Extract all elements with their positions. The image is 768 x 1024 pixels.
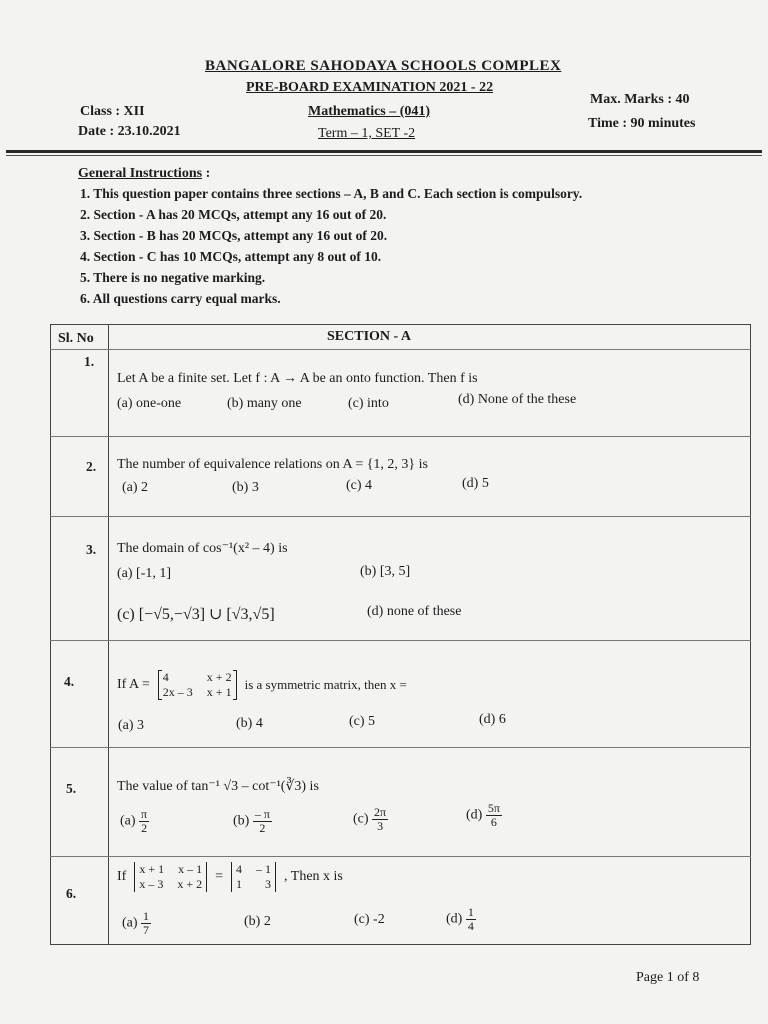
instruction-item: 3. Section - B has 20 MCQs, attempt any 16 out of 20. [80, 228, 388, 243]
instruction-item: 6. All questions carry equal marks. [80, 291, 281, 306]
option-c: (c) $\frac{2\pi}{3}$ [353, 805, 387, 833]
question-number: 2. [86, 459, 97, 474]
option-c: (c) [−√5,−√3] ∪ [√3,√5] [117, 606, 275, 623]
option-d: (d) 5 [462, 476, 489, 491]
option-c: (c) into [348, 396, 389, 411]
matrix-cell: x + 2 [206, 670, 232, 684]
question-text-suffix: , Then x is [284, 869, 343, 884]
option-a: (a) 2 [122, 480, 149, 495]
exam-title: PRE-BOARD EXAMINATION 2021 - 22 [246, 80, 494, 95]
question-text-suffix: is a symmetric matrix, then x = [244, 677, 407, 692]
option-d: (d) 6 [479, 712, 506, 727]
option-a: (a) $\frac{1}{7}$ [122, 909, 150, 937]
question-number: 6. [66, 886, 77, 901]
table-row-divider [50, 349, 751, 350]
matrix-cell: 2x – 3 [162, 685, 193, 699]
determinant-right: 4 – 1 1 3 [231, 862, 276, 892]
question-text: The value of tan⁻¹ √3 – cot⁻¹(∛3) is [117, 779, 319, 794]
question-text: The number of equivalence relations on A = {1, 2, 3} is [117, 457, 428, 472]
date-label: Date : 23.10.2021 [78, 124, 181, 139]
question-text-prefix: If [117, 869, 127, 884]
equals-sign: = [215, 869, 224, 884]
question-text [117, 670, 407, 700]
question-number: 5. [66, 781, 77, 796]
option-a: (a) $\frac{\pi}{2}$ [120, 807, 148, 835]
matrix-cell: 4 [162, 670, 169, 684]
header-divider-thin [6, 155, 762, 156]
header-divider [6, 150, 762, 153]
table-row-divider [50, 640, 751, 641]
class-label: Class : XII [80, 104, 145, 119]
question-number: 1. [84, 354, 95, 369]
question-text [117, 862, 343, 892]
matrix-a [158, 670, 237, 700]
question-text-prefix: If A = [117, 677, 150, 692]
determinant-left: x + 1 x – 1 x – 3 x + 2 [134, 862, 207, 892]
questions-table [50, 324, 751, 945]
table-row-divider [50, 436, 751, 437]
table-row-divider [50, 747, 751, 748]
time-label: Time : 90 minutes [588, 116, 696, 131]
instruction-item: 5. There is no negative marking. [80, 270, 266, 285]
page-number: Page 1 of 8 [636, 970, 700, 985]
option-c: (c) -2 [354, 912, 385, 927]
option-d: (d) None of the these [458, 392, 577, 407]
option-c: (c) 4 [346, 478, 373, 493]
question-number: 3. [86, 542, 97, 557]
option-b: (b) $\frac{- \pi}{2}$ [233, 807, 270, 835]
slno-header: Sl. No [58, 331, 94, 346]
question-text: The domain of cos⁻¹(x² – 4) is [117, 541, 288, 556]
option-d: (d) $\frac{1}{4}$ [446, 905, 474, 933]
instructions-heading: General Instructions : [78, 166, 211, 181]
option-d: (d) $\frac{5\pi}{6}$ [466, 801, 500, 829]
school-name: BANGALORE SAHODAYA SCHOOLS COMPLEX [205, 58, 562, 74]
option-a: (a) [-1, 1] [117, 566, 172, 581]
instruction-item: 2. Section - A has 20 MCQs, attempt any 16 out of 20. [80, 207, 387, 222]
table-row-divider [50, 856, 751, 857]
option-b: (b) 3 [232, 480, 259, 495]
option-c: (c) 5 [349, 714, 376, 729]
option-b: (b) many one [227, 396, 302, 411]
option-b: (b) 2 [244, 914, 271, 929]
option-b: (b) [3, 5] [360, 564, 411, 579]
table-column-divider [108, 324, 109, 945]
section-header: SECTION - A [327, 329, 412, 344]
table-row-divider [50, 516, 751, 517]
instruction-item: 4. Section - C has 10 MCQs, attempt any 8 out of 10. [80, 249, 382, 264]
instruction-item: 1. This question paper contains three sections – A, B and C. Each section is compulsory. [80, 186, 583, 201]
matrix-cell: x + 1 [206, 685, 232, 699]
term-label: Term – 1, SET -2 [318, 126, 416, 141]
question-text: Let A be a finite set. Let f : A → A be an onto function. Then f is [117, 371, 478, 386]
option-b: (b) 4 [236, 716, 263, 731]
question-number: 4. [64, 674, 75, 689]
option-d: (d) none of these [367, 604, 462, 619]
option-a: (a) 3 [118, 718, 145, 733]
subject-title: Mathematics – (041) [308, 104, 431, 119]
option-a: (a) one-one [117, 396, 182, 411]
max-marks: Max. Marks : 40 [590, 92, 690, 107]
